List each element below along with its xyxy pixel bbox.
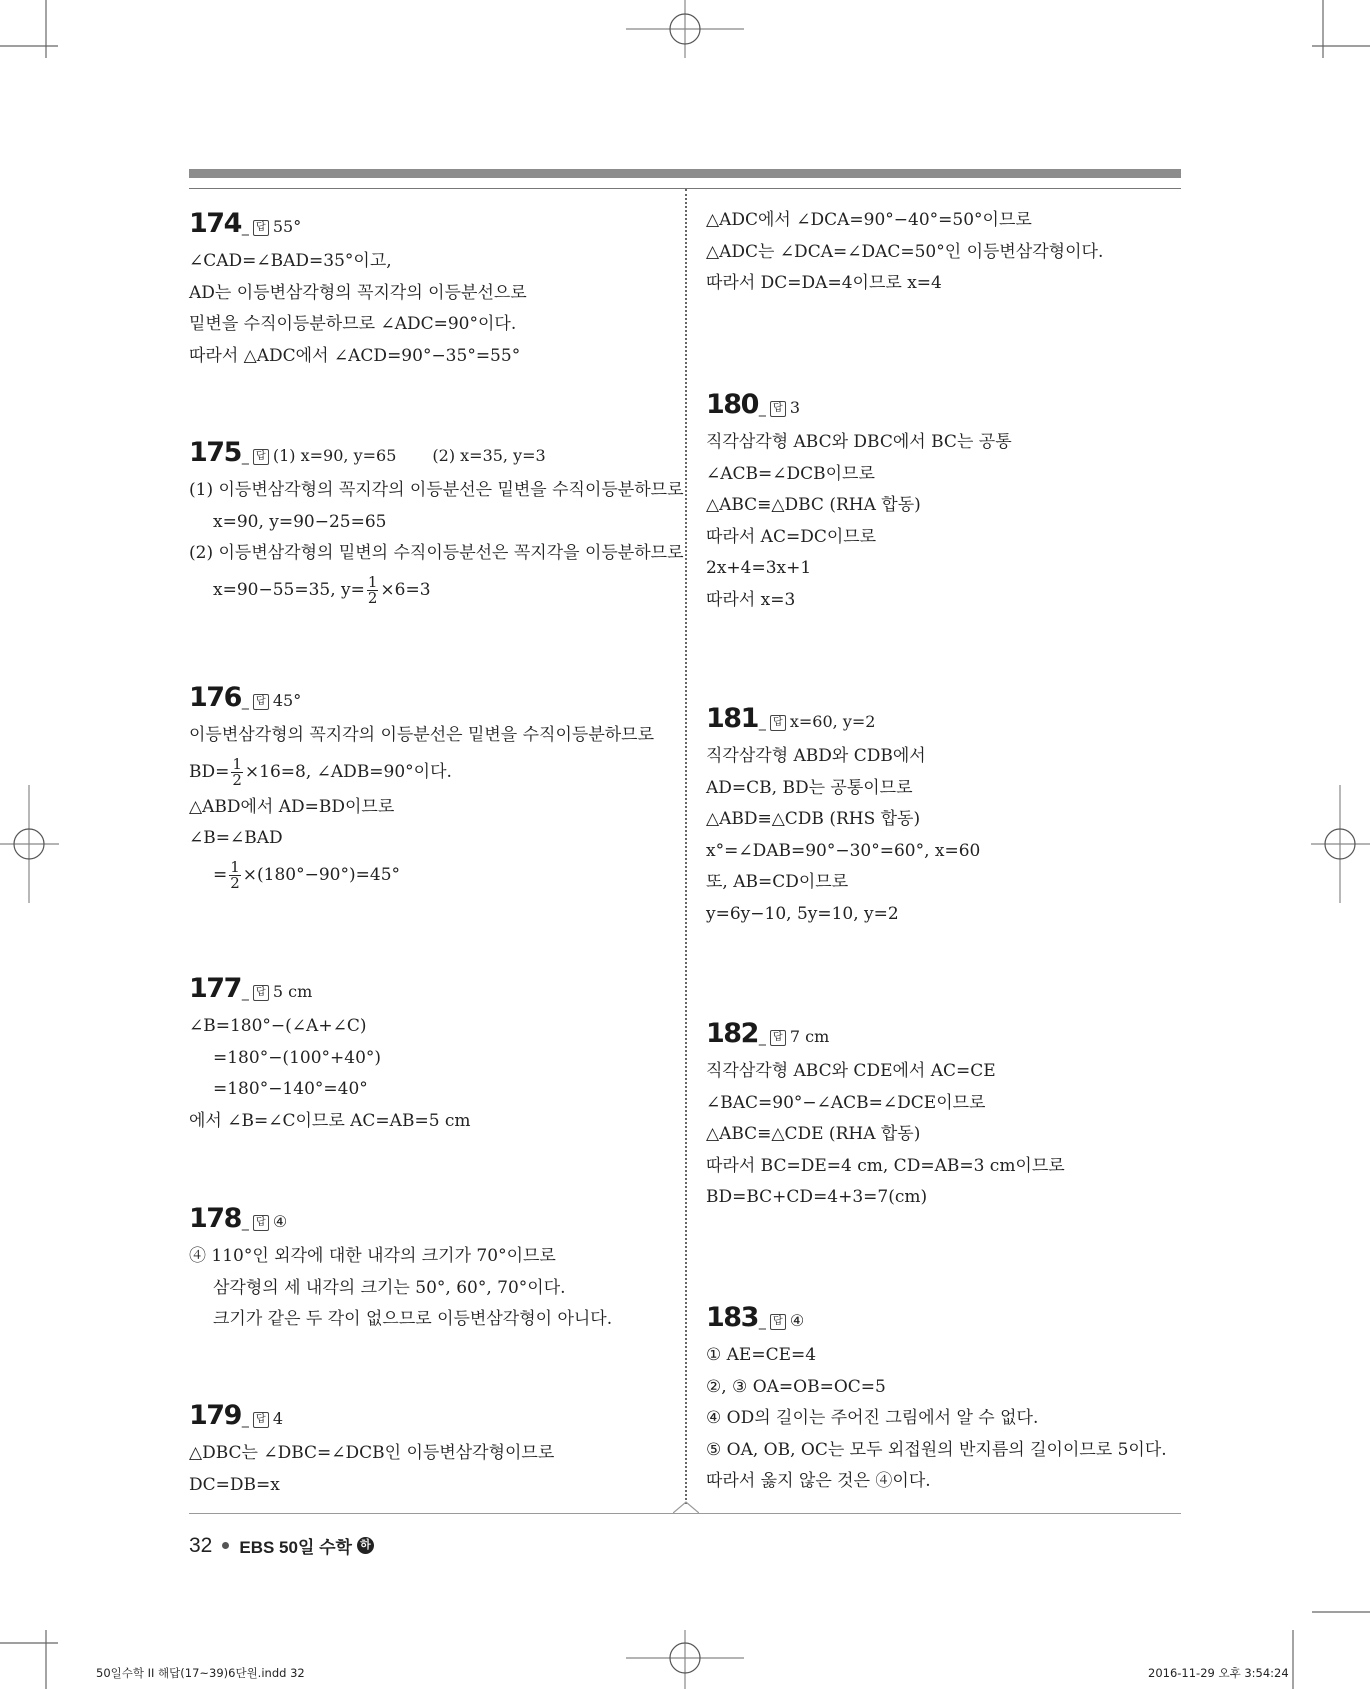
problem-180: 180 _ 답 3 직각삼각형 ABC와 DBC에서 BC는 공통 ∠ACB=∠DCB이므로 △ABC≡△DBC (RHA 합동) 따라서 AC=DC이므로 2x+4=3x+1 따라서 x=3: [706, 389, 1012, 610]
answer-badge-icon: 답: [253, 985, 269, 1001]
divider-notch-icon: [673, 1500, 699, 1515]
fraction: $\frac{1}{2}$: [232, 754, 242, 789]
problem-number: 175: [189, 437, 241, 468]
bullet-icon: [222, 1542, 229, 1549]
answer-value: 7 cm: [789, 1027, 830, 1046]
problem-number: 182: [706, 1018, 758, 1049]
problem-183: 183 _ 답 ④ ① AE=CE=4 ②, ③ OA=OB=OC=5 ④ OD의 길이는 주어진 그림에서 알 수 없다. ⑤ OA, OB, OC는 모두 외접원의 반지름의 길이이므로 5이다. 따라서 옳지 않은 것은 ④이다.: [706, 1302, 1167, 1491]
problem-174: 174 _ 답 55° ∠CAD=∠BAD=35°이고, AD는 이등변삼각형의 꼭지각의 이등분선으로 밑변을 수직이등분하므로 ∠ADC=90°이다. 따라서 △ADC에서 ∠ACD=90°−35°=55°: [189, 208, 527, 366]
answer-value: ④: [272, 1212, 288, 1231]
answer-value: ④: [789, 1311, 805, 1330]
problem-181: 181 _ 답 x=60, y=2 직각삼각형 ABD와 CDB에서 AD=CB, BD는 공통이므로 △ABD≡△CDB (RHS 합동) x°=∠DAB=90°−30°=60°, x=60 또, AB=CD이므로 y=6y−10, 5y=10, y=2: [706, 703, 981, 924]
answer-badge-icon: 답: [253, 449, 269, 465]
answer-badge-icon: 답: [770, 715, 786, 731]
answer-value: x=60, y=2: [789, 712, 876, 731]
problem-177: 177 _ 답 5 cm ∠B=180°−(∠A+∠C) =180°−(100°+40°) =180°−140°=40° 에서 ∠B=∠C이므로 AC=AB=5 cm: [189, 973, 471, 1131]
slug-filename: 50일수학 II 해답(17~39)6단원.indd 32: [96, 1666, 305, 1680]
answer-badge-icon: 답: [253, 1215, 269, 1231]
answer-value: 3: [789, 398, 801, 417]
problem-175: 175 _ 답 (1) x=90, y=65 (2) x=35, y=3 (1) 이등변삼각형의 꼭지각의 이등분선은 밑변을 수직이등분하므로 x=90, y=90−25=65 (2) 이등변삼각형의 밑변의 수직이등분선은 꼭지각을 이등분하므로 x=90−55=35, y= $\frac{1}{2}$ ×6=3: [189, 437, 684, 607]
page-number: 32: [189, 1533, 213, 1557]
answer-badge-icon: 답: [770, 1314, 786, 1330]
slug-timestamp: 2016-11-29 오후 3:54:24: [1148, 1666, 1289, 1680]
book-title: EBS 50일 수학: [239, 1538, 352, 1557]
problem-176: 176 _ 답 45° 이등변삼각형의 꼭지각의 이등분선은 밑변을 수직이등분하므로 BD= $\frac{1}{2}$ ×16=8, ∠ADB=90°이다. △ABD에서 AD=BD이므로 ∠B=∠BAD = $\frac{1}{2}$ ×(180°−90°)=45°: [189, 682, 655, 892]
problem-number: 177: [189, 973, 241, 1004]
answer-badge-icon: 답: [770, 1030, 786, 1046]
problem-number: 178: [189, 1203, 241, 1234]
problem-number: 179: [189, 1400, 241, 1431]
header-rule-thick: [189, 169, 1181, 178]
answer-value: 55°: [272, 217, 302, 236]
problem-179-continuation: △ADC에서 ∠DCA=90°−40°=50°이므로 △ADC는 ∠DCA=∠DAC=50°인 이등변삼각형이다. 따라서 DC=DA=4이므로 x=4: [706, 210, 1104, 293]
problem-178: 178 _ 답 ④ ④ 110°인 외각에 대한 내각의 크기가 70°이므로 삼각형의 세 내각의 크기는 50°, 60°, 70°이다. 크기가 같은 두 각이 없으므로 이등변삼각형이 아니다.: [189, 1203, 613, 1329]
answer-value: 5 cm: [272, 982, 313, 1001]
problem-179: 179 _ 답 4 △DBC는 ∠DBC=∠DCB인 이등변삼각형이므로 DC=DB=x: [189, 1400, 555, 1495]
answer-value: 45°: [272, 691, 302, 710]
problem-number: 174: [189, 208, 241, 239]
answer-badge-icon: 답: [253, 220, 269, 236]
fraction: $\frac{1}{2}$: [230, 857, 240, 892]
fraction: $\frac{1}{2}$: [367, 572, 378, 607]
volume-badge-icon: 하: [357, 1537, 374, 1554]
problem-182: 182 _ 답 7 cm 직각삼각형 ABC와 CDE에서 AC=CE ∠BAC=90°−∠ACB=∠DCE이므로 △ABC≡△CDE (RHA 합동) 따라서 BC=DE=4 cm, CD=AB=3 cm이므로 BD=BC+CD=4+3=7(cm): [706, 1018, 1065, 1207]
answer-badge-icon: 답: [253, 694, 269, 710]
answer-value: 4: [272, 1409, 284, 1428]
problem-number: 180: [706, 389, 758, 420]
problem-number: 176: [189, 682, 241, 713]
problem-number: 183: [706, 1302, 758, 1333]
answer-value-2: (2) x=35, y=3: [432, 446, 546, 465]
problem-number: 181: [706, 703, 758, 734]
answer-badge-icon: 답: [770, 401, 786, 417]
page-footer: [189, 1533, 374, 1558]
answer-badge-icon: 답: [253, 1412, 269, 1428]
answer-value: (1) x=90, y=65: [272, 446, 397, 465]
